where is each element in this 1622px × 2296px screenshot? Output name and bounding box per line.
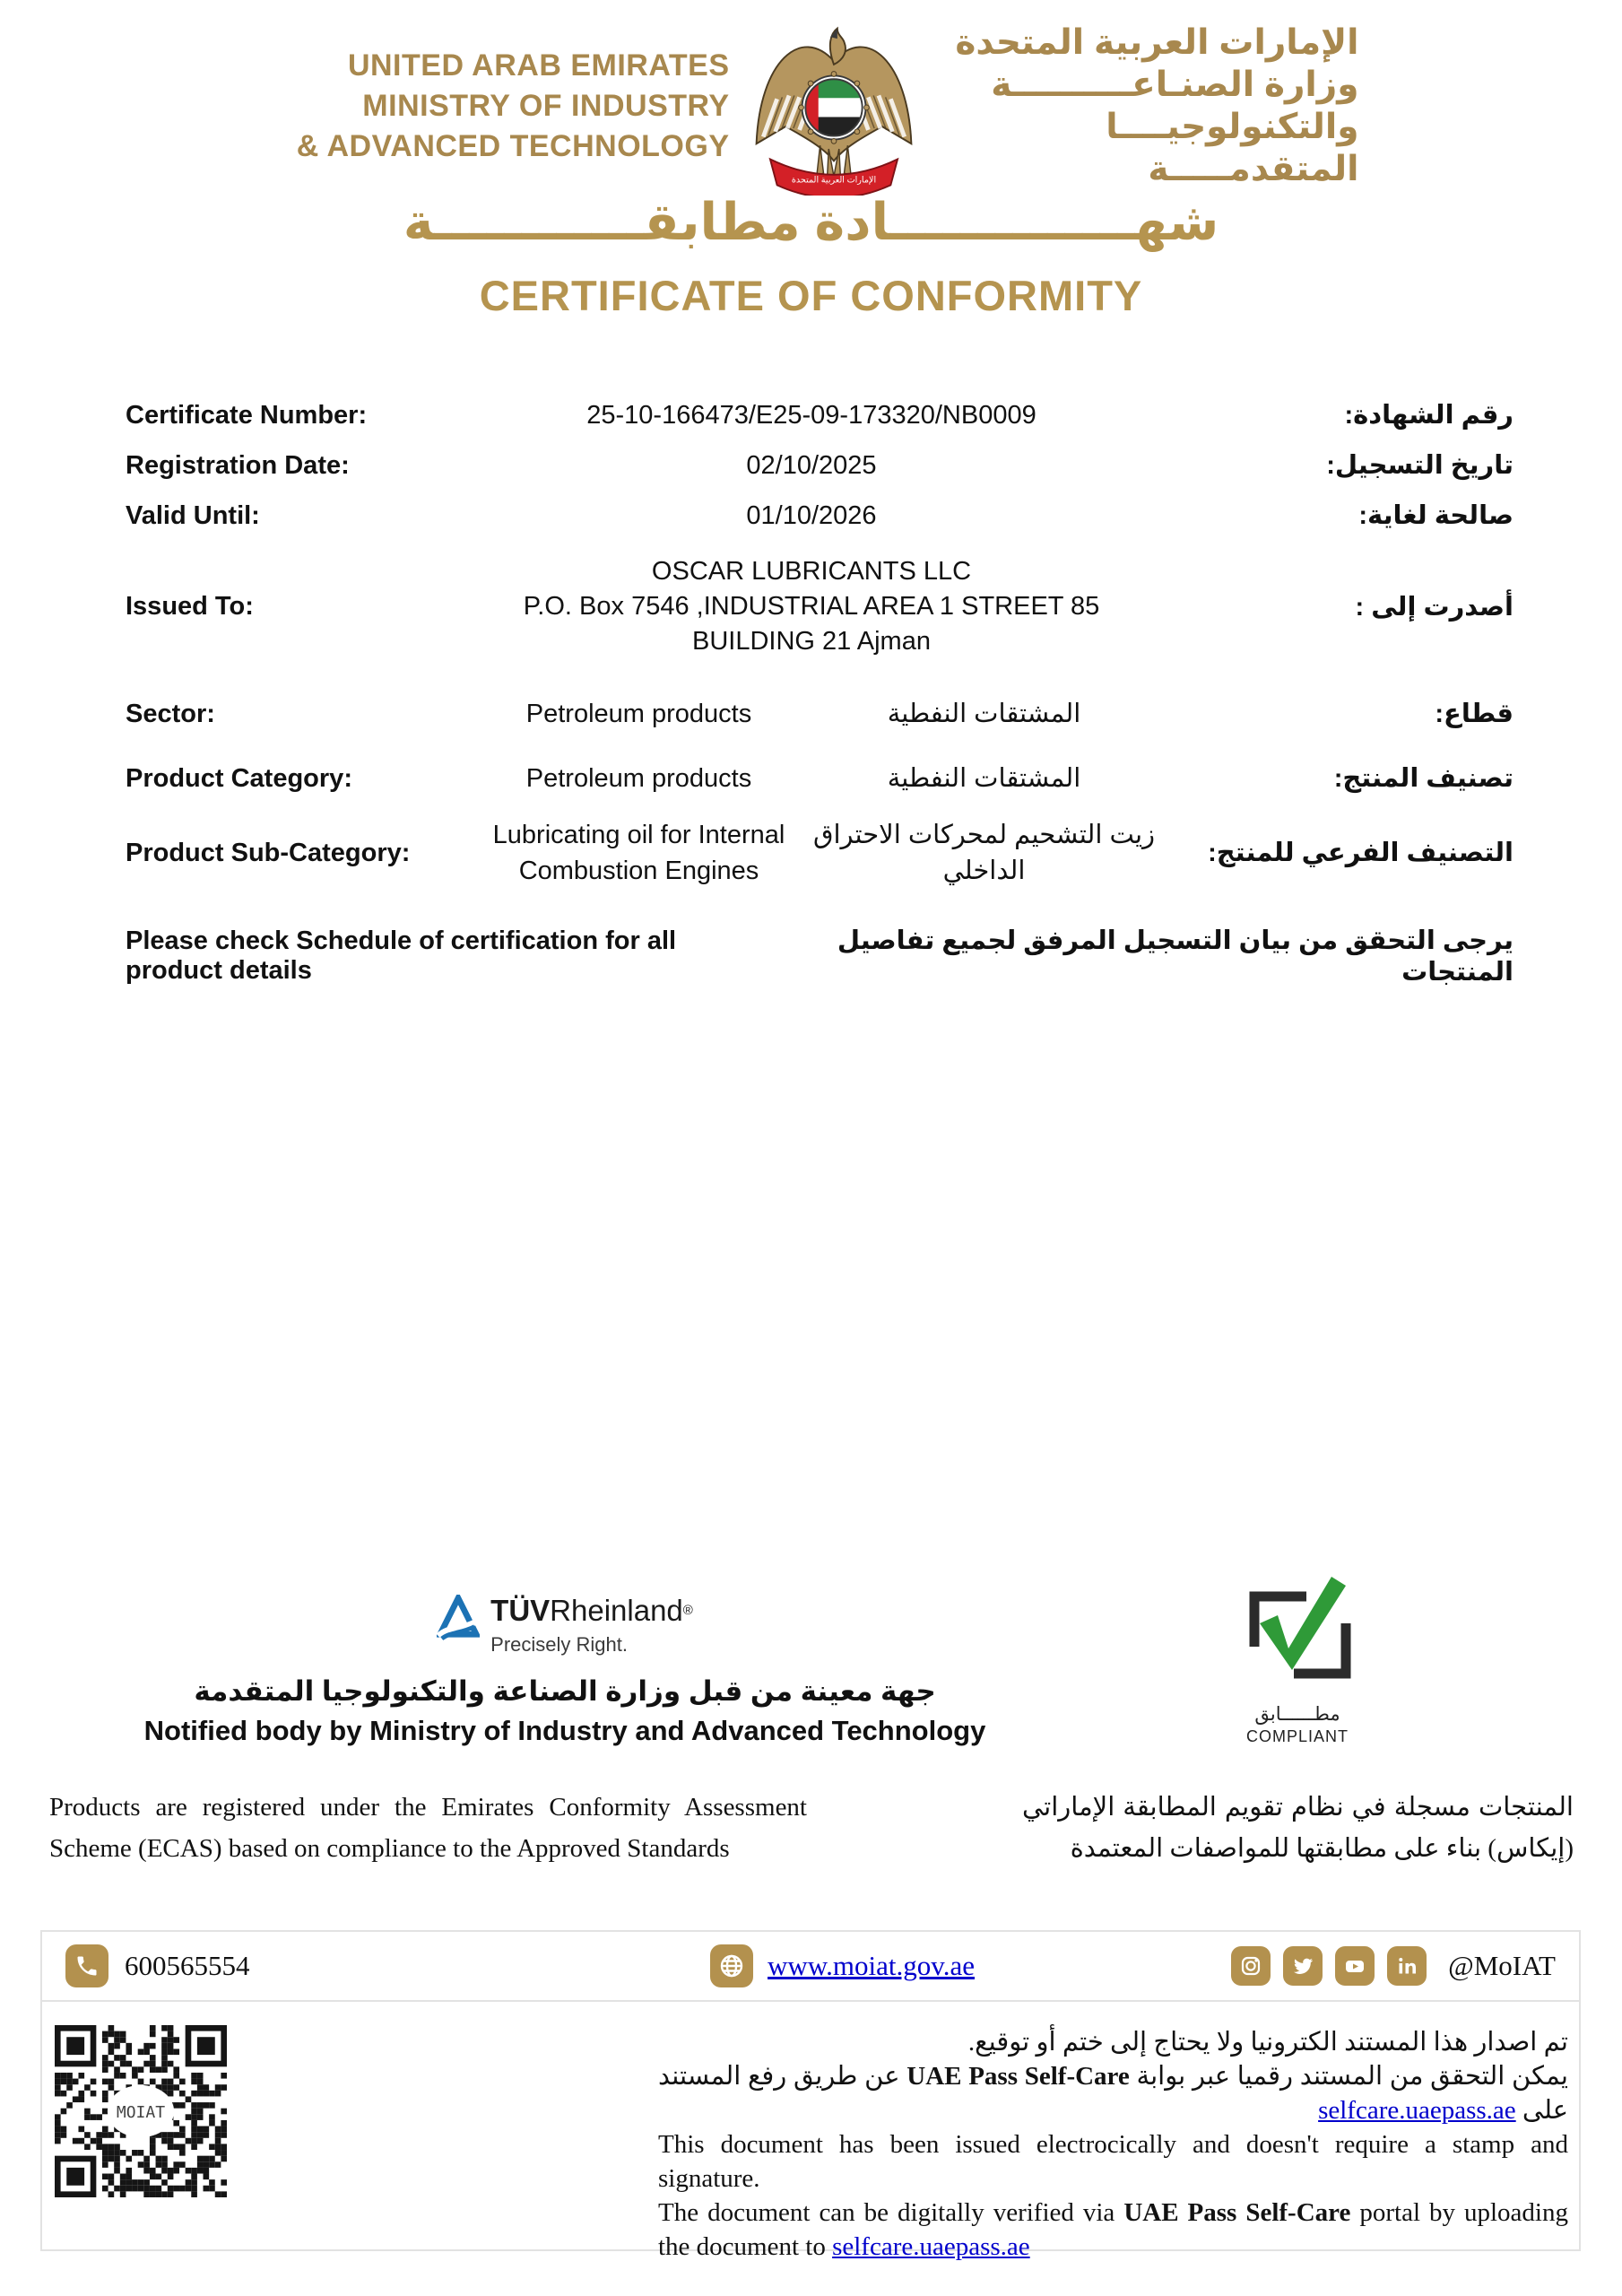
issued-to-address1: P.O. Box 7546 ,INDUSTRIAL AREA 1 STREET 85 <box>523 592 1100 621</box>
product-category-value-en: Petroleum products <box>525 764 752 793</box>
issued-electronically-ar: تم اصدار هذا المستند الكترونيا ولا يحتاج إلى ختم أو توقيع. <box>967 2028 1568 2057</box>
row-registration-date <box>126 447 1514 484</box>
phone-group <box>65 1944 250 1987</box>
phone-icon <box>65 1944 108 1987</box>
social-icons-group <box>1231 1946 1556 1986</box>
social-handle: @MoIAT <box>1448 1950 1556 1981</box>
ministry-ar-line3: والتكنولوجيــــا المتقدمـــــة <box>1106 108 1359 188</box>
ministry-name-arabic <box>938 22 1359 190</box>
tuv-rheinland-logo <box>0 1595 1130 1661</box>
compliant-label-en: COMPLIANT <box>1245 1727 1349 1745</box>
issued-electronically-en: This document has been issued electrocically and doesn't require a stamp and signature. <box>658 2130 1568 2193</box>
product-sub-category-value-en: Lubricating oil for Internal Combustion Engines <box>492 821 785 885</box>
emblem-ribbon-text: الإمارات العربية المتحدة <box>791 175 876 186</box>
website-group <box>710 1944 975 1987</box>
ecas-statement-ar: المنتجات مسجلة في نظام تقويم المطابقة الإماراتي (إيكاس) بناء على مطابقتها للمواصفات المعتمدة <box>1022 1793 1574 1863</box>
qr-code <box>55 2025 234 2264</box>
valid-until-label-en: Valid Until: <box>126 501 260 530</box>
tuv-brand-regular: Rheinland <box>550 1594 683 1627</box>
sector-value-en: Petroleum products <box>525 700 752 728</box>
ministry-en-line2: MINISTRY OF INDUSTRY <box>362 88 730 123</box>
ministry-en-line1: UNITED ARAB EMIRATES <box>347 48 730 83</box>
product-category-label-en: Product Category: <box>126 764 352 793</box>
row-product-sub-category <box>126 817 1514 889</box>
notified-body-english: Notified body by Ministry of Industry and Advanced Technology <box>143 1715 986 1746</box>
row-product-category <box>126 760 1514 797</box>
verification-section <box>42 2002 1579 2264</box>
footer <box>40 1930 1581 2261</box>
product-sub-category-label-en: Product Sub-Category: <box>126 839 411 867</box>
issued-to-value <box>466 554 1157 659</box>
tuv-triangle-icon <box>437 1595 480 1646</box>
notified-body-block <box>0 1595 1130 1747</box>
registration-date-value: 02/10/2025 <box>746 451 877 480</box>
verification-notes <box>658 2025 1568 2264</box>
row-valid-until <box>126 497 1514 535</box>
ministry-header <box>0 16 1622 196</box>
ministry-ar-line1: الإمارات العربية المتحدة <box>955 23 1359 62</box>
sector-value-ar: المشتقات النفطية <box>887 700 1081 728</box>
contact-bar <box>42 1932 1579 2002</box>
ministry-name-english <box>264 46 730 167</box>
product-sub-category-label-ar: التصنيف الفرعي للمنتج: <box>1208 839 1514 867</box>
sector-label-en: Sector: <box>126 700 215 728</box>
schedule-note-ar: يرجى التحقق من بيان التسجيل المرفق لجميع تفاصيل المنتجات <box>837 926 1514 987</box>
ecas-statement-en: Products are registered under the Emirates Conformity Assessment Scheme (ECAS) based on compliance to the Approved Standards <box>49 1793 807 1863</box>
certificate-title-english: CERTIFICATE OF CONFORMITY <box>479 272 1143 319</box>
registration-date-label-ar: تاريخ التسجيل: <box>1326 451 1514 480</box>
certificate-details <box>126 396 1514 987</box>
row-sector <box>126 695 1514 733</box>
issued-to-label-en: Issued To: <box>126 592 254 621</box>
tuv-brand-bold: TÜV <box>490 1594 551 1627</box>
product-sub-category-value-ar: زيت التشحيم لمحركات الاحتراق الداخلي <box>812 821 1156 885</box>
verify-note-en <box>658 2196 1568 2264</box>
compliant-label-ar: مطــــــابق <box>1254 1704 1340 1725</box>
registered-mark: ® <box>682 1603 693 1618</box>
verify-note-en-prefix: The document can be digitally verified via <box>658 2198 1124 2227</box>
certificate-number-value: 25-10-166473/E25-09-173320/NB0009 <box>586 401 1037 430</box>
registration-date-label-en: Registration Date: <box>126 451 350 480</box>
instagram-icon[interactable] <box>1231 1946 1271 1986</box>
issued-to-address2: BUILDING 21 Ajman <box>692 627 931 656</box>
uae-pass-selfcare-ar: UAE Pass Self-Care <box>906 2062 1130 2091</box>
website-link[interactable]: www.moiat.gov.ae <box>768 1950 976 1981</box>
uae-pass-selfcare-en: UAE Pass Self-Care <box>1123 2198 1351 2227</box>
verify-note-ar-suffix: عن طريق رفع المستند على <box>658 2062 1568 2125</box>
sector-label-ar: قطاع: <box>1435 700 1514 728</box>
tuv-brand-text <box>490 1595 693 1661</box>
certificate-number-label-ar: رقم الشهادة: <box>1344 401 1514 430</box>
uae-falcon-emblem <box>748 16 920 196</box>
selfcare-link-en[interactable]: selfcare.uaepass.ae <box>832 2232 1030 2261</box>
notified-body-arabic: جهة معينة من قبل وزارة الصناعة والتكنولوجيا المتقدمة <box>194 1675 936 1707</box>
globe-icon <box>710 1944 753 1987</box>
ministry-en-line3: & ADVANCED TECHNOLOGY <box>296 128 730 163</box>
verify-note-ar-prefix: يمكن التحقق من المستند رقميا عبر بوابة <box>1129 2062 1568 2091</box>
schedule-note <box>126 925 1514 987</box>
phone-number: 600565554 <box>125 1950 250 1981</box>
svg-text:MOIAT: MOIAT <box>116 2103 166 2123</box>
valid-until-label-ar: صالحة لغاية: <box>1358 501 1514 530</box>
selfcare-link-ar[interactable]: selfcare.uaepass.ae <box>1318 2096 1516 2125</box>
linkedin-icon[interactable] <box>1387 1946 1427 1986</box>
certificate-number-label-en: Certificate Number: <box>126 401 368 430</box>
certificate-title-arabic: شهــــــــــــــادة مطابقــــــــــــة <box>403 194 1219 251</box>
verify-note-ar <box>658 2059 1568 2127</box>
youtube-icon[interactable] <box>1335 1946 1375 1986</box>
issued-to-label-ar: أصدرت إلى : <box>1355 593 1514 622</box>
schedule-note-en: Please check Schedule of certification for all product details <box>126 926 677 985</box>
compliant-mark <box>1212 1568 1383 1746</box>
twitter-icon[interactable] <box>1283 1946 1323 1986</box>
product-category-value-ar: المشتقات النفطية <box>887 764 1081 793</box>
row-issued-to <box>126 554 1514 659</box>
issued-to-company: OSCAR LUBRICANTS LLC <box>651 557 972 586</box>
row-certificate-number <box>126 396 1514 434</box>
product-category-label-ar: تصنيف المنتج: <box>1333 764 1514 793</box>
ecas-statement <box>49 1787 1574 1869</box>
verify-note-en-suffix: portal by uploading the document to <box>658 2198 1568 2261</box>
ministry-ar-line2: وزارة الصنـاعــــــــــة <box>991 65 1359 104</box>
compliant-check-icon <box>1235 1568 1360 1692</box>
valid-until-value: 01/10/2026 <box>746 501 877 530</box>
tuv-tagline: Precisely Right. <box>490 1633 628 1656</box>
